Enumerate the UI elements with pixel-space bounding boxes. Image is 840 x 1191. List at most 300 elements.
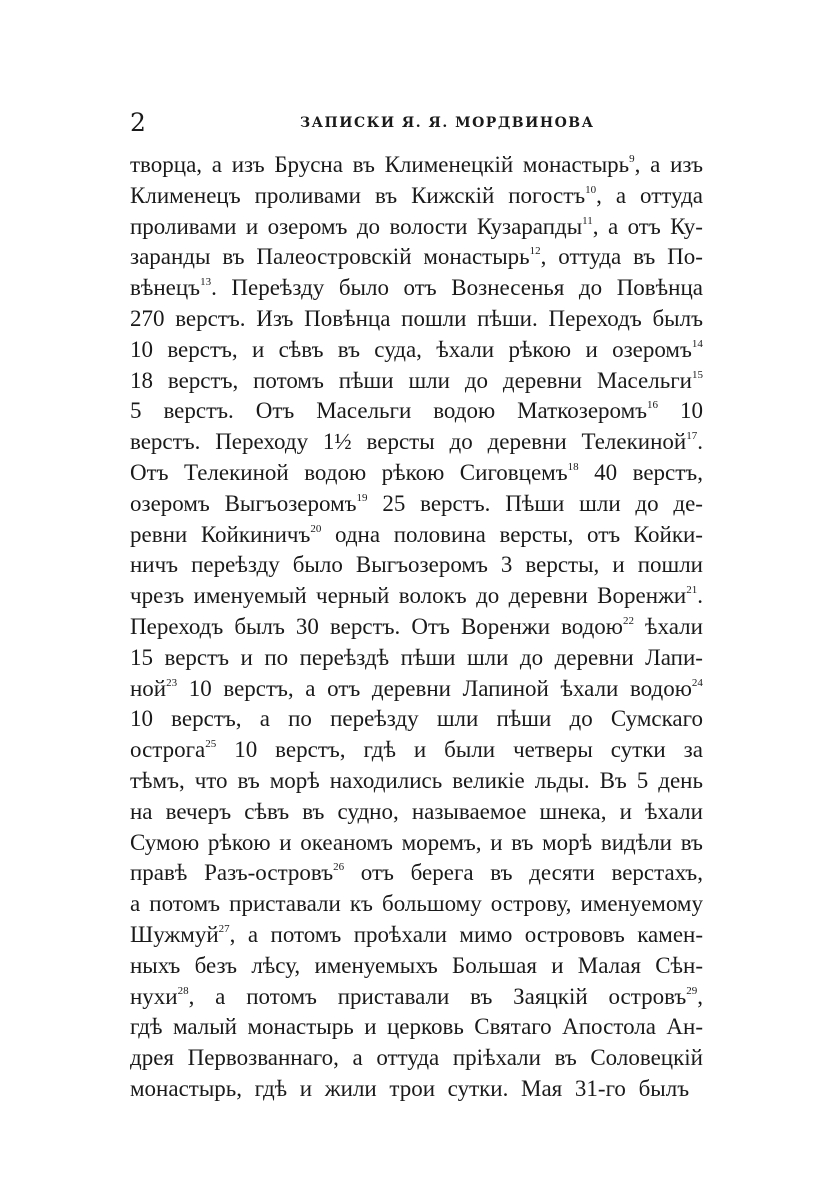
- text-word: приставали: [229, 891, 341, 917]
- text-word: Сѣн-: [655, 952, 703, 978]
- text-word: переѣздѣ: [299, 644, 390, 670]
- text-word: десяти: [529, 860, 595, 886]
- text-word: оттуда: [640, 182, 703, 208]
- footnote-ref: 28: [177, 984, 189, 997]
- text-word: 10: [234, 737, 258, 763]
- text-word: 1½: [322, 429, 352, 455]
- text-word: Воренжи$^{21}$.: [597, 583, 703, 609]
- text-word: пѣши: [496, 706, 552, 732]
- text-word: озеромъ$^{14}$: [612, 336, 703, 362]
- text-word: а: [247, 921, 259, 947]
- text-word: въ: [490, 860, 513, 886]
- text-word: версты,: [525, 552, 600, 578]
- footnote-ref: 16: [647, 399, 659, 412]
- text-word: моремъ,: [401, 829, 482, 855]
- text-word: камен-: [637, 921, 703, 947]
- text-word: а: [211, 152, 222, 177]
- text-word: пошли: [637, 552, 703, 578]
- text-word: проѣхали: [353, 921, 447, 947]
- text-line: [130, 766, 703, 797]
- text-word: четверы: [513, 737, 593, 763]
- footnote-ref: 25: [205, 738, 217, 751]
- text-word: и: [279, 829, 292, 855]
- text-word: мимо: [459, 921, 513, 947]
- text-word: оттуда: [558, 244, 622, 270]
- text-word: проливами: [130, 213, 237, 239]
- footnote-ref: 10: [585, 183, 597, 196]
- text-word: ревни: [130, 521, 188, 547]
- text-word: вечеръ: [165, 798, 232, 824]
- text-word: пѣши.: [477, 305, 538, 331]
- text-word: гдѣ: [130, 1014, 163, 1040]
- text-word: въ: [337, 336, 360, 362]
- text-word: и: [612, 552, 625, 578]
- text-word: волокъ: [398, 583, 467, 609]
- text-word: видѣли: [600, 829, 672, 855]
- text-word: приставали: [337, 983, 450, 1009]
- text-line: [130, 889, 703, 920]
- page-number: 2: [130, 108, 146, 137]
- text-word: переѣзду: [191, 552, 280, 578]
- text-word: верстъ,: [167, 336, 238, 362]
- text-word: Отъ: [255, 398, 295, 424]
- text-word: деревни: [487, 429, 567, 455]
- text-word: версты,: [499, 521, 574, 547]
- text-word: вѣнецъ$^{13}$.: [130, 275, 217, 301]
- text-word: до: [476, 583, 500, 609]
- text-word: безъ: [194, 952, 238, 978]
- text-word: до: [635, 490, 659, 516]
- text-word: Лапи-: [645, 644, 703, 670]
- text-word: а: [352, 1045, 363, 1071]
- text-word: верстъ,: [167, 367, 239, 393]
- footnote-ref: 17: [686, 430, 698, 443]
- text-word: заранды: [130, 244, 211, 270]
- text-line: [130, 242, 703, 273]
- text-word: 18: [130, 367, 153, 393]
- text-word: Сиговцемъ$^{18}$: [459, 459, 579, 485]
- text-word: Кузарапды$^{11}$,: [476, 213, 599, 239]
- text-word: а: [305, 675, 316, 701]
- text-word: было: [338, 275, 389, 301]
- text-word: а: [615, 182, 627, 208]
- footnote-ref: 26: [333, 861, 345, 874]
- text-word: водою: [433, 398, 496, 424]
- footnote-ref: 15: [691, 368, 703, 381]
- text-line: [130, 396, 703, 427]
- text-word: до: [569, 706, 593, 732]
- text-word: 31-го: [574, 1075, 626, 1101]
- text-word: Переѣзду: [231, 275, 325, 301]
- text-word: именуемыхъ: [314, 952, 438, 978]
- text-line: [130, 982, 703, 1013]
- text-word: въ: [554, 1045, 577, 1071]
- text-line: [130, 181, 703, 212]
- text-word: Выгъозеромъ$^{19}$: [224, 490, 368, 516]
- text-word: верстахъ,: [611, 860, 703, 886]
- text-word: называемое: [411, 798, 527, 824]
- text-word: сутки: [610, 737, 666, 763]
- text-word: въ: [302, 798, 325, 824]
- text-word: въ: [374, 182, 398, 208]
- text-word: Соловецкій: [590, 1045, 703, 1071]
- text-word: дрея: [130, 1045, 174, 1071]
- text-word: шли: [466, 644, 509, 670]
- text-word: Шужмуй$^{27}$,: [130, 921, 236, 947]
- text-line: [130, 920, 703, 951]
- footnote-ref: 19: [356, 491, 368, 504]
- text-word: Телекиной: [184, 459, 289, 485]
- text-word: въ: [511, 829, 534, 855]
- text-word: половина: [393, 521, 486, 547]
- text-word: отъ: [327, 675, 361, 701]
- text-word: острововъ: [524, 921, 625, 947]
- text-word: отъ: [403, 275, 437, 301]
- text-word: водою$^{24}$: [629, 675, 703, 701]
- text-word: а: [130, 891, 141, 917]
- text-word: проливами: [254, 182, 361, 208]
- text-word: и: [619, 798, 632, 824]
- text-word: на: [130, 798, 153, 824]
- text-word: деревни: [508, 583, 588, 609]
- text-word: Переходъ: [130, 613, 224, 639]
- text-word: въ: [222, 244, 245, 270]
- text-word: до: [356, 213, 381, 239]
- text-word: и: [585, 336, 598, 362]
- footnote-ref: 24: [691, 676, 703, 689]
- footnote-ref: 12: [529, 245, 541, 258]
- text-word: шли: [579, 490, 621, 516]
- text-line: [130, 366, 703, 397]
- text-word: островъ$^{29}$,: [608, 983, 703, 1009]
- footnote-ref: 29: [686, 984, 698, 997]
- text-line: [130, 335, 703, 366]
- text-word: 30: [295, 613, 319, 639]
- text-word: озеромъ: [130, 490, 210, 516]
- text-line: [130, 150, 703, 181]
- text-word: деревни: [371, 675, 451, 701]
- text-word: верстъ,: [275, 737, 346, 763]
- text-word: Малая: [577, 952, 641, 978]
- text-word: острога$^{25}$: [130, 737, 217, 763]
- text-word: церковь: [386, 1014, 464, 1040]
- text-word: Маткозеромъ$^{16}$: [517, 398, 659, 424]
- text-word: былъ: [638, 1075, 690, 1101]
- text-word: творца,: [130, 152, 203, 177]
- text-word: пѣши: [338, 367, 394, 393]
- text-word: 10: [130, 706, 153, 732]
- text-word: потомъ: [270, 921, 342, 947]
- footnote-ref: 18: [567, 460, 579, 473]
- text-word: версты: [366, 429, 435, 455]
- text-word: жили: [324, 1075, 377, 1101]
- text-word: что: [194, 767, 228, 793]
- text-word: морѣ: [269, 767, 320, 793]
- text-word: 5: [636, 767, 649, 793]
- footnote-ref: 20: [310, 522, 322, 535]
- text-line: [130, 951, 703, 982]
- text-line: [130, 735, 703, 766]
- text-word: находились: [329, 767, 443, 793]
- text-line: [130, 704, 703, 735]
- text-word: а: [607, 213, 619, 239]
- text-word: Кижскій: [411, 182, 495, 208]
- text-word: водою$^{22}$: [561, 613, 634, 639]
- text-word: къ: [349, 891, 373, 917]
- text-word: Брусна: [274, 152, 343, 177]
- footnote-ref: 27: [218, 922, 230, 935]
- footnote-ref: 21: [686, 584, 698, 597]
- text-word: рѣкою: [207, 829, 271, 855]
- text-line: [130, 1074, 703, 1105]
- text-word: пѣши: [400, 644, 456, 670]
- text-word: Палеостровскій: [256, 244, 412, 270]
- text-word: острову,: [490, 891, 572, 917]
- text-line: [130, 550, 703, 581]
- text-word: и: [551, 952, 564, 978]
- text-word: деревни: [554, 644, 634, 670]
- text-line: [130, 212, 703, 243]
- text-word: отъ: [587, 521, 621, 547]
- text-line: [130, 273, 703, 304]
- text-word: до: [464, 367, 489, 393]
- text-word: Выгъозеромъ: [355, 552, 488, 578]
- text-line: [130, 797, 703, 828]
- text-word: 10: [679, 398, 703, 424]
- text-word: Повѣнца: [304, 305, 391, 331]
- text-word: отъ: [627, 213, 661, 239]
- text-word: Масельги$^{15}$: [596, 367, 703, 393]
- text-word: верстъ.: [329, 613, 401, 639]
- text-word: 40: [594, 459, 618, 485]
- text-word: По-: [667, 244, 703, 270]
- text-word: верстъ.: [163, 398, 234, 424]
- text-word: Повѣнца: [616, 275, 703, 301]
- text-word: рѣкою: [508, 336, 572, 362]
- text-word: верстъ,: [171, 706, 242, 732]
- text-word: сѣвъ: [244, 798, 290, 824]
- text-word: верстъ,: [632, 459, 703, 485]
- text-word: лѣсу,: [251, 952, 301, 978]
- text-word: именуемому: [580, 891, 703, 917]
- text-word: пріѣхали: [452, 1045, 541, 1071]
- text-word: Въ: [599, 767, 627, 793]
- text-word: и: [251, 336, 265, 362]
- text-word: переѣзду: [330, 706, 419, 732]
- text-word: былъ: [652, 305, 703, 331]
- text-word: берега: [410, 860, 474, 886]
- text-word: Масельги: [316, 398, 412, 424]
- text-word: ныхъ: [130, 952, 181, 978]
- text-word: 10: [188, 675, 212, 701]
- text-word: по: [264, 644, 289, 670]
- text-word: изъ: [670, 152, 703, 177]
- text-word: шнека,: [539, 798, 607, 824]
- text-line: [130, 427, 703, 458]
- text-word: пошли: [401, 305, 467, 331]
- text-word: одна: [335, 521, 381, 547]
- text-word: Переходу: [215, 429, 309, 455]
- text-word: верстъ.: [420, 490, 491, 516]
- text-word: за: [683, 737, 703, 763]
- text-word: и: [240, 644, 253, 670]
- text-word: и: [245, 213, 259, 239]
- text-line: [130, 674, 703, 705]
- text-word: водою: [304, 459, 367, 485]
- text-word: въ: [633, 244, 656, 270]
- text-word: Койки-: [633, 521, 703, 547]
- text-word: шли: [408, 367, 450, 393]
- footnote-ref: 9: [629, 153, 635, 165]
- text-word: были: [444, 737, 496, 763]
- text-word: верстъ.: [175, 305, 246, 331]
- text-word: 25: [382, 490, 406, 516]
- text-word: трои: [389, 1075, 436, 1101]
- text-word: именуемый: [193, 583, 307, 609]
- text-word: и: [364, 1014, 377, 1040]
- text-line: [130, 612, 703, 643]
- text-word: 15: [130, 644, 153, 670]
- text-word: Телекиной$^{17}$.: [581, 429, 703, 455]
- text-word: правѣ: [130, 860, 188, 886]
- text-word: сутки.: [447, 1075, 509, 1101]
- text-line: [130, 520, 703, 551]
- text-word: Клименецъ: [130, 182, 241, 208]
- text-word: день: [658, 767, 703, 793]
- body-text: [130, 150, 703, 1105]
- text-word: Большая: [452, 952, 537, 978]
- text-word: монастырь$^9$,: [522, 152, 641, 177]
- text-word: потомъ: [149, 891, 221, 917]
- text-word: Ан-: [666, 1014, 703, 1040]
- text-word: до: [449, 429, 473, 455]
- text-word: 5: [130, 398, 142, 424]
- text-word: гдѣ: [254, 1075, 288, 1101]
- text-line: [130, 304, 703, 335]
- text-word: потомъ: [246, 983, 317, 1009]
- text-word: гдѣ: [363, 737, 396, 763]
- text-word: Лапиной: [462, 675, 549, 701]
- text-word: въ: [237, 767, 260, 793]
- text-word: Сумскаго: [610, 706, 703, 732]
- text-word: Мая: [521, 1075, 563, 1101]
- text-word: Клименецкій: [384, 152, 514, 177]
- text-word: деревни: [502, 367, 582, 393]
- text-word: чрезъ: [130, 583, 185, 609]
- text-word: 3: [500, 552, 513, 578]
- text-line: [130, 581, 703, 612]
- text-word: а: [215, 983, 226, 1009]
- text-word: верстъ: [164, 644, 230, 670]
- text-word: потомъ: [253, 367, 324, 393]
- text-line: [130, 643, 703, 674]
- text-word: Сумою: [130, 829, 200, 855]
- text-word: черный: [316, 583, 390, 609]
- text-word: отъ: [360, 860, 394, 886]
- text-word: тѣмъ,: [130, 767, 185, 793]
- text-word: Пѣши: [505, 490, 565, 516]
- text-word: до: [578, 275, 603, 301]
- text-word: шли: [436, 706, 479, 732]
- text-line: [130, 858, 703, 889]
- text-word: сѣвъ: [278, 336, 324, 362]
- text-word: морѣ: [542, 829, 593, 855]
- footnote-ref: 23: [166, 676, 178, 689]
- text-word: малый: [172, 1014, 237, 1040]
- text-word: монастырь,: [130, 1075, 243, 1101]
- text-word: верстъ,: [223, 675, 294, 701]
- text-word: Ку-: [670, 213, 703, 239]
- text-word: Вознесенья: [451, 275, 565, 301]
- text-word: и: [299, 1075, 313, 1101]
- text-word: въ: [352, 152, 375, 177]
- text-word: верстъ.: [130, 429, 201, 455]
- text-word: великіе: [452, 767, 525, 793]
- running-head: ЗАПИСКИ Я. Я. МОРДВИНОВА: [300, 115, 595, 131]
- text-word: ѣхали: [436, 336, 495, 362]
- text-word: волости: [389, 213, 468, 239]
- text-word: судно,: [337, 798, 399, 824]
- footnote-ref: 11: [582, 214, 593, 227]
- text-word: льды.: [534, 767, 590, 793]
- text-word: и: [413, 737, 427, 763]
- text-word: Переходъ: [548, 305, 642, 331]
- text-line: [130, 1043, 703, 1074]
- text-word: Апостола: [562, 1014, 656, 1040]
- text-word: ной$^{23}$: [130, 675, 178, 701]
- text-word: а: [259, 706, 270, 732]
- text-word: было: [292, 552, 343, 578]
- text-word: ѣхали: [645, 798, 703, 824]
- text-word: океаномъ: [300, 829, 393, 855]
- text-line: [130, 828, 703, 859]
- text-word: Заяцкій: [513, 983, 588, 1009]
- footnote-ref: 14: [691, 337, 703, 350]
- text-word: былъ: [234, 613, 285, 639]
- text-word: Отъ: [130, 459, 169, 485]
- text-line: [130, 489, 703, 520]
- text-word: Первозваннаго,: [187, 1045, 339, 1071]
- text-word: 10: [130, 336, 153, 362]
- text-word: по: [288, 706, 312, 732]
- text-word: большому: [382, 891, 482, 917]
- text-word: ѣхали: [560, 675, 619, 701]
- text-word: де-: [673, 490, 703, 516]
- text-word: въ: [680, 829, 703, 855]
- text-word: 270: [130, 305, 165, 331]
- text-word: изъ: [231, 152, 265, 177]
- text-word: нухи$^{28}$,: [130, 983, 195, 1009]
- text-line: [130, 458, 703, 489]
- text-word: ѣхали: [645, 613, 703, 639]
- text-word: оттуда: [376, 1045, 440, 1071]
- text-word: монастырь$^{12}$,: [423, 244, 547, 270]
- text-word: ничъ: [130, 552, 179, 578]
- text-word: Святаго: [474, 1014, 552, 1040]
- text-word: рѣкою: [381, 459, 445, 485]
- text-word: Разъ-островъ$^{26}$: [204, 860, 345, 886]
- text-word: монастырь: [247, 1014, 354, 1040]
- text-word: озеромъ: [267, 213, 348, 239]
- text-word: Койкиничъ$^{20}$: [200, 521, 322, 547]
- text-word: Изъ: [256, 305, 294, 331]
- text-word: Воренжи: [460, 613, 551, 639]
- text-word: до: [519, 644, 544, 670]
- text-word: въ: [470, 983, 493, 1009]
- text-word: и: [490, 829, 503, 855]
- footnote-ref: 13: [200, 276, 212, 289]
- text-word: Отъ: [411, 613, 450, 639]
